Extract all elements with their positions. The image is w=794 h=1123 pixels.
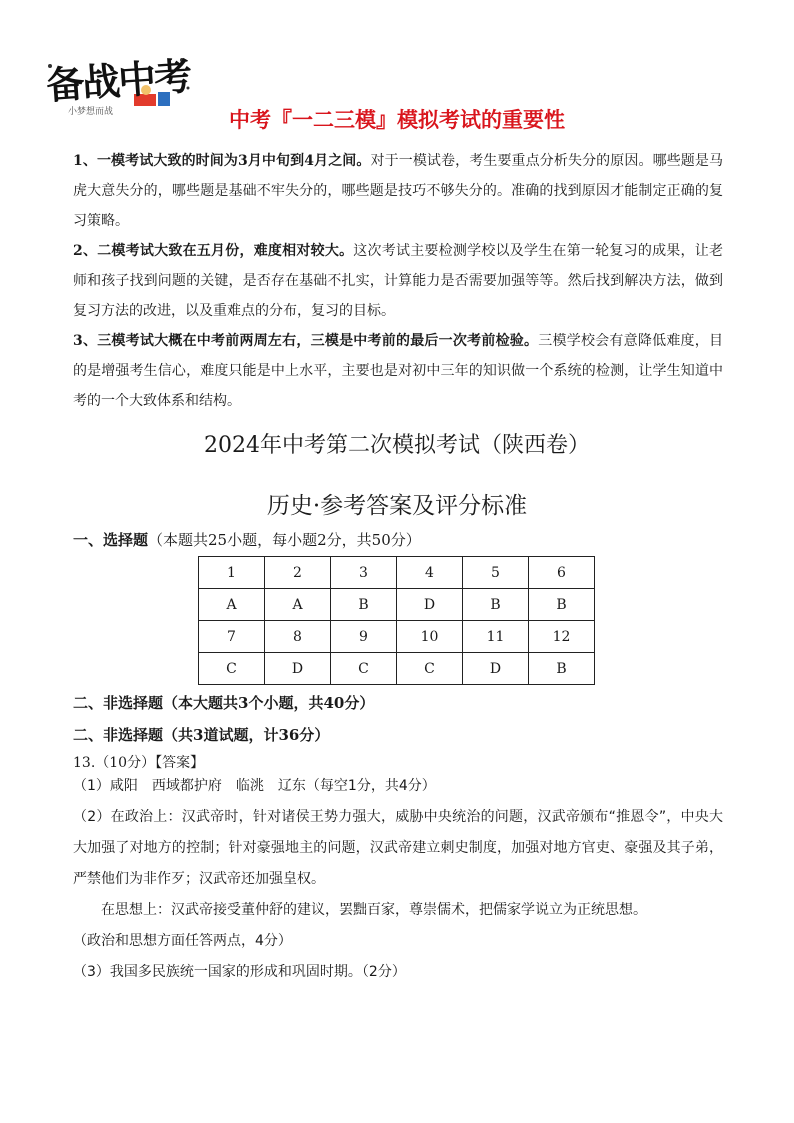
intro-paragraph-3 xyxy=(73,326,723,416)
table-cell: 9 xyxy=(331,621,397,653)
table-cell: D xyxy=(463,653,529,685)
intro-paragraph-2 xyxy=(73,236,723,326)
table-row xyxy=(199,557,595,589)
section-2-heading-b: 二、非选择题（共3道试题，计36分） xyxy=(73,726,330,744)
question-13-heading: 13.（10分）【答案】 xyxy=(73,755,205,771)
table-cell: D xyxy=(265,653,331,685)
table-cell: 2 xyxy=(265,557,331,589)
table-cell: D xyxy=(397,589,463,621)
answer-part-2-scoring: （政治和思想方面任答两点，4分） xyxy=(73,933,292,949)
table-cell: C xyxy=(199,653,265,685)
answer-part-2-thought: 在思想上：汉武帝接受董仲舒的建议，罢黜百家，尊崇儒术，把儒家学说立为正统思想。 xyxy=(101,902,647,918)
intro-title: 中考『一二三模』模拟考试的重要性 xyxy=(229,108,565,132)
section-1-label: 一、选择题 xyxy=(73,531,149,549)
table-cell: 3 xyxy=(331,557,397,589)
table-row xyxy=(199,589,595,621)
intro-paragraph-3-text: 三模学校会有意降低难度，目的是增强考生信心，难度只能是中上水平，主要也是对初中三年的知识做一个系统的检测，让学生知道中考的一个大致体系和结构。 xyxy=(73,333,723,409)
document-title: 2024年中考第二次模拟考试（陕西卷） xyxy=(204,433,590,458)
section-1-heading xyxy=(73,529,421,550)
answer-part-1: （1）咸阳 西域都护府 临洮 辽东（每空1分，共4分） xyxy=(73,778,436,794)
question-13-answers xyxy=(73,771,723,988)
answer-table xyxy=(198,556,595,685)
intro-section xyxy=(73,146,723,416)
table-cell: A xyxy=(265,589,331,621)
intro-paragraph-3-bold: 3、三模考试大概在中考前两周左右，三模是中考前的最后一次考前检验。 xyxy=(73,333,539,349)
intro-paragraph-2-bold: 2、二模考试大致在五月份，难度相对较大。 xyxy=(73,243,354,259)
intro-paragraph-1 xyxy=(73,146,723,236)
table-cell: 8 xyxy=(265,621,331,653)
table-cell: 4 xyxy=(397,557,463,589)
intro-paragraph-1-bold: 1、一模考试大致的时间为3月中旬到4月之间。 xyxy=(73,153,371,169)
answer-part-3: （3）我国多民族统一国家的形成和巩固时期。（2分） xyxy=(73,964,406,980)
document-subtitle: 历史·参考答案及评分标准 xyxy=(266,493,528,519)
table-cell: 7 xyxy=(199,621,265,653)
table-cell: B xyxy=(529,653,595,685)
intro-paragraph-1-text: 对于一模试卷，考生要重点分析失分的原因。哪些题是马虎大意失分的，哪些题是基础不牢失分的，哪些题是技巧不够失分的。准确的找到原因才能制定正确的复习策略。 xyxy=(73,153,724,229)
table-cell: 11 xyxy=(463,621,529,653)
answer-part-2: （2）在政治上：汉武帝时，针对诸侯王势力强大，威胁中央统治的问题，汉武帝颁布“推恩令”，中央大大加强了对地方的控制；针对豪强地主的问题，汉武帝建立刺史制度，加强对地方官吏、豪强及其子弟，严禁他们为非作歹；汉武帝还加强皇权。 xyxy=(73,809,723,887)
table-row xyxy=(199,621,595,653)
table-cell: 1 xyxy=(199,557,265,589)
table-cell: B xyxy=(331,589,397,621)
logo-text: 备战中考 xyxy=(44,54,192,108)
logo-subtext: 小梦想而战 xyxy=(68,107,114,117)
table-row xyxy=(199,653,595,685)
table-cell: 12 xyxy=(529,621,595,653)
table-cell: 10 xyxy=(397,621,463,653)
table-cell: 6 xyxy=(529,557,595,589)
table-cell: C xyxy=(397,653,463,685)
table-cell: C xyxy=(331,653,397,685)
table-cell: A xyxy=(199,589,265,621)
table-cell: 5 xyxy=(463,557,529,589)
intro-paragraph-2-text: 这次考试主要检测学校以及学生在第一轮复习的成果，让老师和孩子找到问题的关键，是否存在基础不扎实，计算能力是否需要加强等等。然后找到解决方法，做到复习方法的改进，以及重难点的分布，复习的目标。 xyxy=(73,243,723,319)
table-cell: B xyxy=(463,589,529,621)
section-2-heading-a: 二、非选择题（本大题共3个小题，共40分） xyxy=(73,694,375,712)
section-1-note: （本题共25小题，每小题2分，共50分） xyxy=(148,531,421,549)
table-cell: B xyxy=(529,589,595,621)
